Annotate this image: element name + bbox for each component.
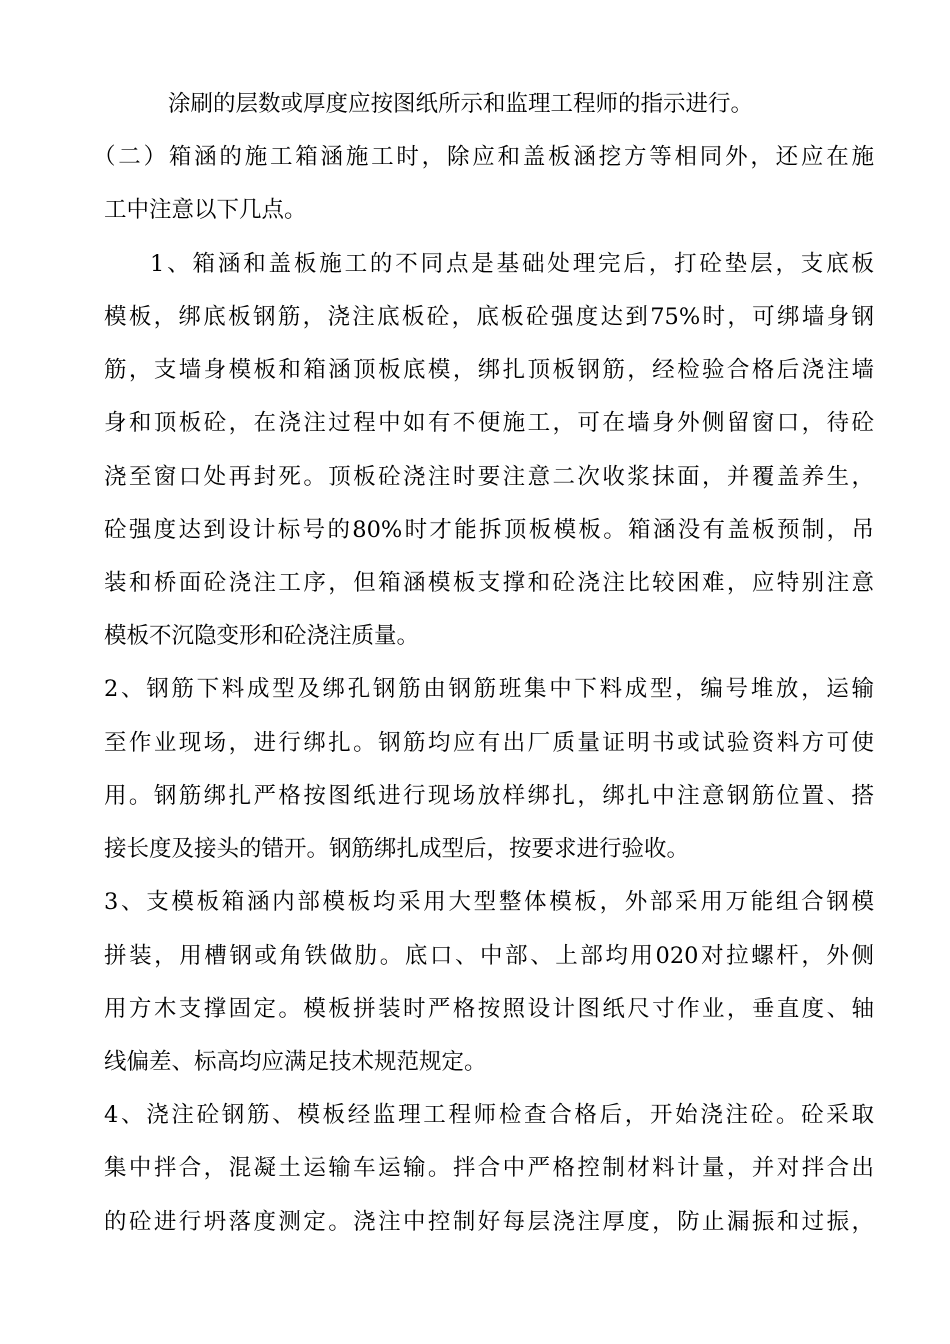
text-line-16: 3、支模板箱涵内部模板均采用大型整体模板，外部采用万能组合钢模	[104, 889, 874, 915]
text-line-6: 筋，支墙身模板和箱涵顶板底模，绑扎顶板钢筋，经检验合格后浇注墙	[104, 357, 874, 383]
text-line-12: 2、钢筋下料成型及绑孔钢筋由钢筋班集中下料成型，编号堆放，运输	[104, 676, 874, 702]
text-line-18: 用方木支撑固定。模板拼装时严格按照设计图纸尺寸作业，垂直度、轴	[104, 996, 874, 1022]
text-line-5: 模板，绑底板钢筋，浇注底板砼，底板砼强度达到75%时，可绑墙身钢	[104, 304, 874, 330]
text-line-17: 拼装，用槽钢或角铁做肋。底口、中部、上部均用020对拉螺杆，外侧	[104, 943, 874, 969]
text-line-3: 工中注意以下几点。	[104, 197, 307, 223]
text-line-2: （二）箱涵的施工箱涵施工时，除应和盖板涵挖方等相同外，还应在施	[93, 144, 874, 170]
text-line-11: 模板不沉隐变形和砼浇注质量。	[104, 623, 420, 649]
text-line-10: 装和桥面砼浇注工序，但箱涵模板支撑和砼浇注比较困难，应特别注意	[104, 570, 874, 596]
text-line-21: 集中拌合，混凝土运输车运输。拌合中严格控制材料计量，并对拌合出	[104, 1155, 874, 1181]
text-line-15: 接长度及接头的错开。钢筋绑扎成型后，按要求进行验收。	[104, 836, 690, 862]
text-line-8: 浇至窗口处再封死。顶板砼浇注时要注意二次收浆抹面，并覆盖养生，	[104, 464, 874, 490]
text-line-14: 用。钢筋绑扎严格按图纸进行现场放样绑扎，绑扎中注意钢筋位置、搭	[104, 783, 874, 809]
text-line-22: 的砼进行坍落度测定。浇注中控制好每层浇注厚度，防止漏振和过振，	[104, 1209, 874, 1235]
text-line-7: 身和顶板砼，在浇注过程中如有不便施工，可在墙身外侧留窗口，待砼	[104, 410, 874, 436]
text-line-19: 线偏差、标高均应满足技术规范规定。	[104, 1049, 487, 1075]
text-line-1: 涂刷的层数或厚度应按图纸所示和监理工程师的指示进行。	[168, 91, 754, 117]
text-line-13: 至作业现场，进行绑扎。钢筋均应有出厂质量证明书或试验资料方可使	[104, 730, 874, 756]
text-line-9: 砼强度达到设计标号的80%时才能拆顶板模板。箱涵没有盖板预制，吊	[104, 517, 874, 543]
text-line-4: 1、箱涵和盖板施工的不同点是基础处理完后，打砼垫层，支底板	[150, 251, 874, 277]
text-line-20: 4、浇注砼钢筋、模板经监理工程师检查合格后，开始浇注砼。砼采取	[104, 1102, 874, 1128]
